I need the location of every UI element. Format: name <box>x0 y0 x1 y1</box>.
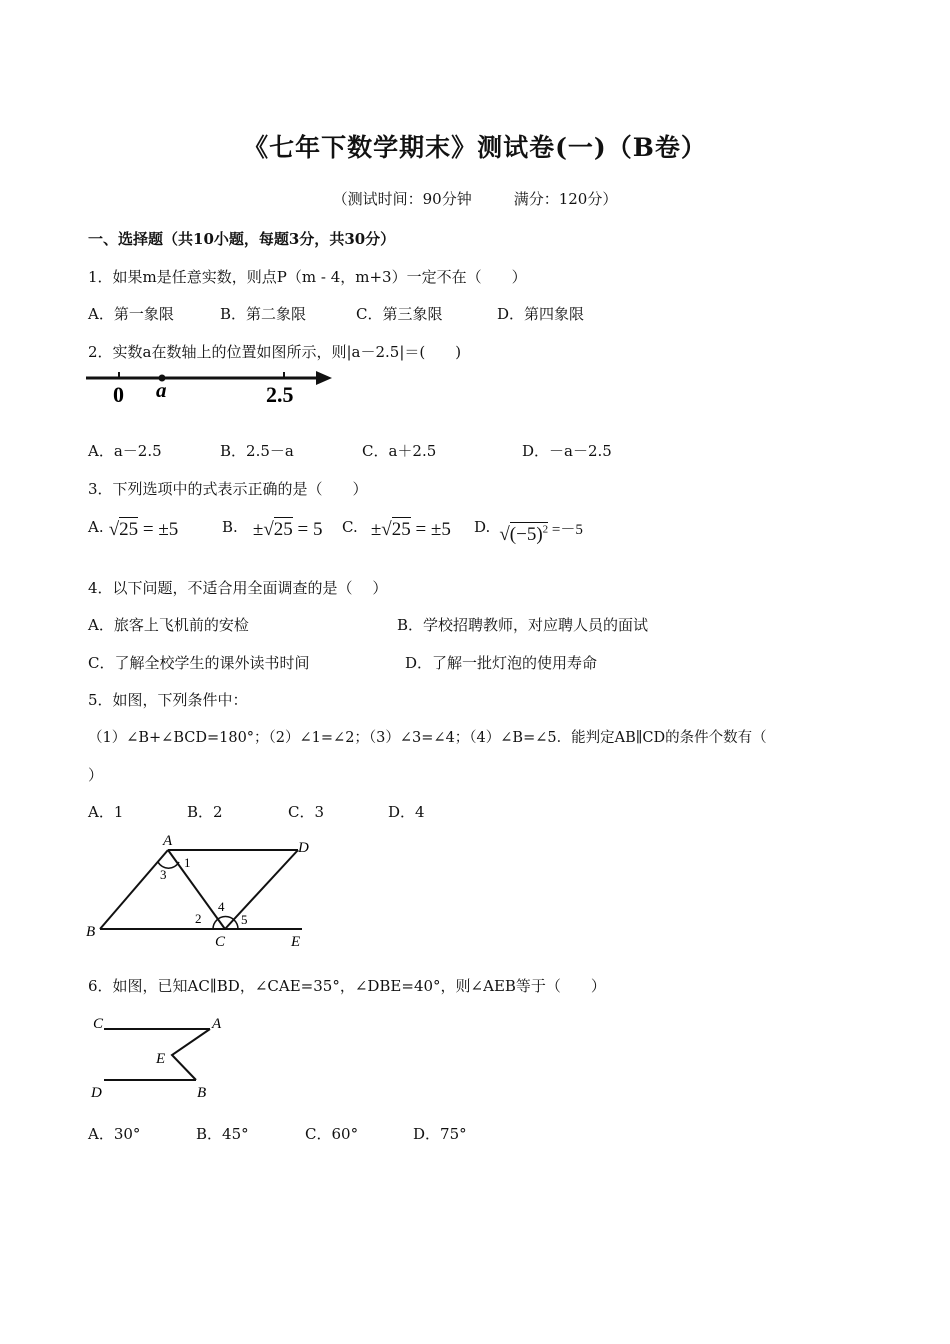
q5-option-a: A．1 <box>88 803 124 821</box>
q3-option-b-letter: B. <box>222 518 238 536</box>
page-title: 《七年下数学期末》测试卷(一)（B卷） <box>243 133 707 162</box>
q3-option-b-expression: ±√25 = 5 <box>252 519 323 540</box>
q4-option-a: A．旅客上飞机前的安检 <box>88 616 249 634</box>
q4-option-d: D．了解一批灯泡的使用寿命 <box>405 654 598 672</box>
test-info <box>0 188 950 209</box>
label-point-e: E <box>156 1051 166 1067</box>
label-point-a: A <box>163 833 173 849</box>
label-angle-3: 3 <box>160 867 167 882</box>
parallelogram-figure <box>84 830 314 952</box>
segment-cd <box>225 850 298 929</box>
label-angle-1: 1 <box>184 855 191 870</box>
q2-option-b: B．2.5－a <box>220 442 294 460</box>
q1-option-b: B．第二象限 <box>220 305 307 323</box>
q3-option-d-expression: $√(-5)^2$ $^{=-5}$ <box>499 522 583 545</box>
parallel-lines-figure <box>86 1008 236 1100</box>
q3-option-d <box>474 518 583 546</box>
q1-option-c: C．第三象限 <box>356 305 443 323</box>
label-point-a: A <box>212 1016 222 1032</box>
segment-ab <box>100 850 168 929</box>
q5-option-b: B．2 <box>187 803 223 821</box>
question-5-conditions: （1）∠B+∠BCD=180°；（2）∠1=∠2；（3）∠3=∠4；（4）∠B=∠5．能判定AB∥CD的条件个数有（ <box>88 730 767 746</box>
question-5-stem: 5．如图，下列条件中： <box>88 691 248 709</box>
q6-option-c: C．60° <box>305 1125 359 1143</box>
label-point-c: C <box>215 934 226 950</box>
q5-option-d: D．4 <box>388 803 425 821</box>
q2-option-d: D．－a－2.5 <box>522 442 612 460</box>
label-point-d: D <box>91 1085 102 1100</box>
label-point-b: B <box>86 924 96 940</box>
q3-option-c-letter: C. <box>342 518 358 536</box>
q3-option-a <box>88 518 178 541</box>
q2-option-c: C．a＋2.5 <box>362 442 437 460</box>
question-3-stem: 3．下列选项中的式表示正确的是（ ） <box>88 480 368 498</box>
q3-option-c-expression: ±√25 = ±5 <box>370 519 451 540</box>
label-point-b: B <box>197 1085 207 1100</box>
label-point-d: D <box>298 840 309 856</box>
label-point-c: C <box>93 1016 104 1032</box>
test-time: （测试时间：90分钟 <box>332 190 472 208</box>
question-1-stem: 1．如果m是任意实数，则点P（m - 4，m+3）一定不在（ ） <box>88 268 527 286</box>
broken-line-a-e-b <box>172 1029 210 1080</box>
q3-option-d-letter: D. <box>474 518 491 536</box>
label-zero: 0 <box>113 382 124 407</box>
question-4-stem: 4．以下问题，不适合用全面调查的是（ ） <box>88 579 388 597</box>
q3-option-b <box>222 518 322 541</box>
section-heading: 一、选择题（共10小题，每题3分，共30分） <box>88 230 396 248</box>
question-2-stem: 2．实数a在数轴上的位置如图所示，则|a－2.5|＝( ) <box>88 343 462 361</box>
q1-option-a: A．第一象限 <box>88 305 174 323</box>
q4-option-b: B．学校招聘教师，对应聘人员的面试 <box>397 616 649 634</box>
number-line-figure <box>84 366 336 408</box>
q6-option-b: B．45° <box>196 1125 249 1143</box>
q4-option-c: C．了解全校学生的课外读书时间 <box>88 654 310 672</box>
question-6-stem: 6．如图，已知AC∥BD，∠CAE=35°，∠DBE=40°，则∠AEB等于（ ） <box>88 977 606 995</box>
q3-option-a-letter: A. <box>88 518 104 536</box>
label-point-e: E <box>291 934 301 950</box>
number-line-arrow <box>316 371 332 385</box>
q6-option-d: D．75° <box>413 1125 467 1143</box>
label-two-point-five: 2.5 <box>266 382 294 407</box>
q2-option-a: A．a－2.5 <box>88 442 162 460</box>
full-score: 满分：120分） <box>513 190 618 208</box>
q6-option-a: A．30° <box>88 1125 141 1143</box>
q1-option-d: D．第四象限 <box>497 305 585 323</box>
q3-option-c <box>342 518 451 541</box>
label-angle-5: 5 <box>241 912 248 927</box>
q5-option-c: C．3 <box>288 803 325 821</box>
label-a: a <box>156 378 167 402</box>
question-5-closing: ） <box>88 766 104 784</box>
label-angle-4: 4 <box>218 899 225 914</box>
label-angle-2: 2 <box>195 911 202 926</box>
q3-option-a-expression: √25 = ±5 <box>108 519 179 540</box>
